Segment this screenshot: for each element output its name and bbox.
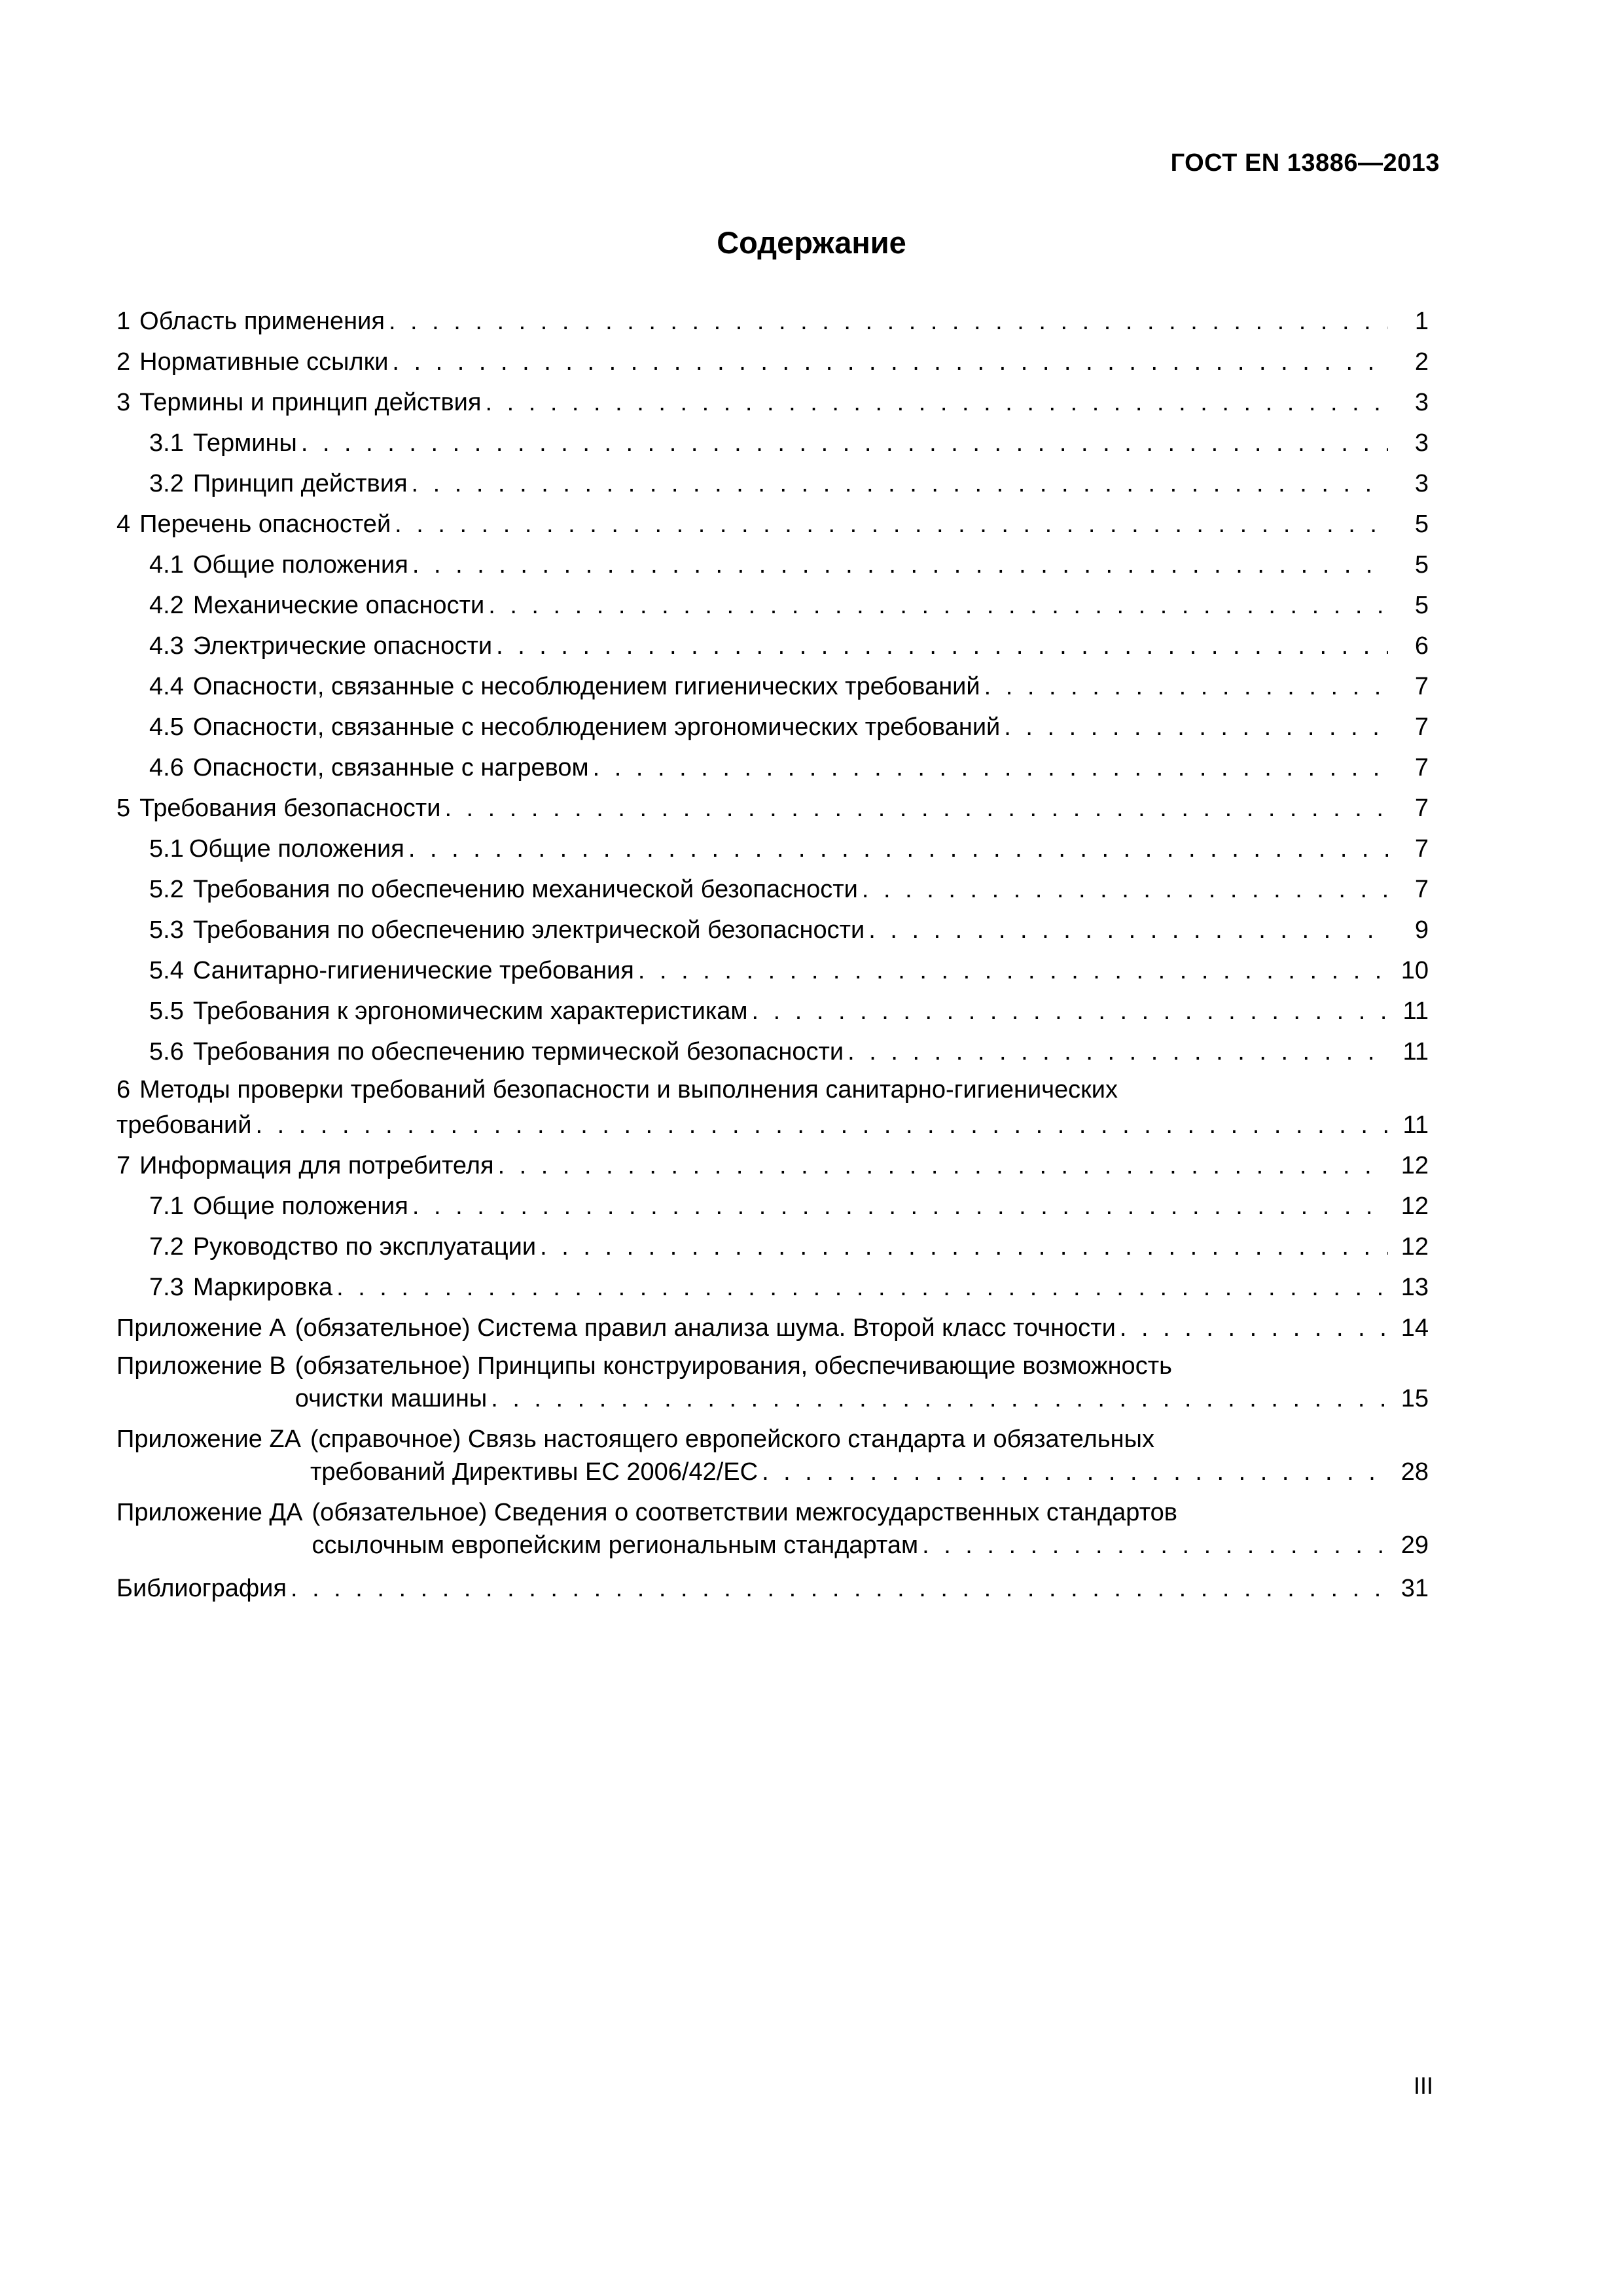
toc-entry-3[interactable] [116,377,1429,418]
toc-entry-title: Область применения [139,308,385,335]
appendix-label: Приложение ДА [116,1499,303,1526]
toc-entry-4-5[interactable] [116,702,1429,742]
toc-entry-5-3[interactable] [116,905,1429,945]
toc-entry-page: 15 [1400,1385,1429,1412]
toc-entry-page: 5 [1414,511,1429,538]
toc-entry-title: Требования по обеспечению механической безопасности [192,876,858,903]
toc-entry-page: 12 [1400,1233,1429,1261]
page-number: III [1413,2072,1433,2099]
dot-leader [638,956,1388,986]
dot-leader [389,306,1388,336]
toc-entry-5-5[interactable] [116,986,1429,1026]
toc-entry-number: 5.6 [149,1038,184,1066]
toc-entry-number: 3 [116,389,131,416]
toc-appendix-da[interactable] [116,1490,1429,1563]
toc-entry-number: 5.4 [149,957,184,984]
toc-entry-title: Руководство по эксплуатации [192,1233,537,1261]
toc-entry-title: Общие положения [192,551,408,579]
toc-entry-page: 2 [1414,348,1429,376]
toc-entry-title: Общие положения [188,835,404,863]
toc-entry-page: 12 [1400,1152,1429,1179]
toc-appendix-b[interactable] [116,1343,1429,1416]
toc-entry-page: 11 [1402,1111,1429,1139]
toc-entry-page: 7 [1414,754,1429,781]
toc-entry-5-6[interactable] [116,1026,1429,1067]
toc-entry-page: 3 [1414,470,1429,497]
toc-entry-page: 10 [1400,957,1429,984]
appendix-title-line2: ссылочным европейским региональным стандартам [312,1532,919,1559]
dot-leader [496,631,1388,661]
toc-entry-title: Опасности, связанные с нагревом [192,754,589,781]
toc-entry-number: 4.2 [149,592,184,619]
toc-entry-number: 5 [116,795,131,822]
toc-entry-number: 3.1 [149,429,184,457]
appendix-label: Приложение В [116,1352,286,1380]
toc-entry-number: 1 [116,308,131,335]
toc-entry-number: 2 [116,348,131,376]
toc-entry-5[interactable] [116,783,1429,823]
dot-leader [540,1232,1388,1262]
toc-bibliography[interactable] [116,1563,1429,1604]
toc-entry-4-3[interactable] [116,620,1429,661]
toc-title: Содержание [717,225,906,260]
toc-entry-7[interactable] [116,1140,1429,1181]
toc-entry-page: 11 [1402,1038,1429,1066]
dot-leader [444,793,1388,823]
toc-entry-page: 3 [1414,429,1429,457]
toc-entry-number: 7 [116,1152,131,1179]
dot-leader [1004,712,1388,742]
toc-entry-title: Требования по обеспечению термической безопасности [192,1038,844,1066]
toc-entry-page: 7 [1414,795,1429,822]
toc-entry-page: 7 [1414,673,1429,700]
dot-leader [922,1530,1388,1560]
toc-entry-page: 1 [1414,308,1429,335]
toc-entry-4[interactable] [116,499,1429,539]
toc-entry-title: Требования к эргономическим характеристикам [192,997,748,1025]
dot-leader [336,1272,1388,1302]
toc-entry-title: Принцип действия [192,470,408,497]
appendix-title-line2: требований Директивы ЕС 2006/42/ЕС [310,1458,758,1486]
toc-entry-5-1[interactable] [116,823,1429,864]
dot-leader [412,469,1388,499]
dot-leader [984,672,1388,702]
appendix-title-line1: (обязательное) Принципы конструирования, обеспечивающие возможность [294,1352,1172,1380]
dot-leader [412,1191,1388,1221]
toc-entry-page: 5 [1414,592,1429,619]
toc-entry-number: 7.3 [149,1274,184,1301]
toc-entry-4-2[interactable] [116,580,1429,620]
toc-entry-title: Маркировка [192,1274,333,1301]
toc-entry-number: 5.2 [149,876,184,903]
dot-leader [392,347,1388,377]
toc-entry-title-line2: требований [116,1111,252,1139]
toc-entry-3-2[interactable] [116,458,1429,499]
dot-leader [847,1037,1388,1067]
toc-entry-page: 11 [1402,997,1429,1025]
toc-entry-4-1[interactable] [116,539,1429,580]
toc-entry-title: Термины [192,429,297,457]
toc-entry-title: Термины и принцип действия [139,389,482,416]
appendix-title-line1: (обязательное) Сведения о соответствии межгосударственных стандартов [312,1499,1177,1526]
toc-entry-page: 7 [1414,835,1429,863]
toc-entry-number: 7.1 [149,1193,184,1220]
appendix-label: Приложение А [116,1314,286,1342]
dot-leader [395,509,1388,539]
dot-leader [291,1573,1388,1604]
dot-leader [762,1457,1388,1487]
toc-entry-title: Механические опасности [192,592,485,619]
dot-leader [408,834,1388,864]
toc-entry-number: 4 [116,511,131,538]
toc-entry-page: 28 [1400,1458,1429,1486]
toc-entry-3-1[interactable] [116,418,1429,458]
table-of-contents [116,296,1429,1604]
toc-entry-number: 7.2 [149,1233,184,1261]
toc-entry-title: Электрические опасности [192,632,493,660]
toc-entry-page: 7 [1414,876,1429,903]
dot-leader [868,915,1388,945]
dot-leader [752,996,1388,1026]
dot-leader [255,1110,1388,1140]
toc-entry-page: 13 [1400,1274,1429,1301]
toc-entry-number: 4.3 [149,632,184,660]
toc-entry-title-line1: Методы проверки требований безопасности и выполнения санитарно-гигиенических [139,1076,1118,1103]
toc-entry-page: 7 [1414,713,1429,741]
toc-entry-7-1[interactable] [116,1181,1429,1221]
document-code: ГОСТ EN 13886—2013 [1170,149,1440,177]
toc-entry-title: Требования по обеспечению электрической безопасности [192,916,865,944]
toc-entry-page: 12 [1400,1193,1429,1220]
dot-leader [485,387,1388,418]
toc-entry-number: 3.2 [149,470,184,497]
dot-leader [498,1151,1388,1181]
toc-entry-title: Информация для потребителя [139,1152,494,1179]
toc-entry-title: Санитарно-гигиенические требования [192,957,634,984]
toc-entry-7-3[interactable] [116,1262,1429,1302]
toc-entry-6[interactable] [116,1067,1429,1140]
toc-entry-number: 4.5 [149,713,184,741]
toc-entry-number: 5.3 [149,916,184,944]
toc-appendix-a[interactable] [116,1302,1429,1343]
toc-entry-title: Требования безопасности [139,795,441,822]
toc-entry-number: 5.1 [149,835,184,863]
appendix-label: Приложение ZA [116,1426,301,1453]
toc-entry-2[interactable] [116,336,1429,377]
toc-entry-page: 31 [1400,1575,1429,1602]
toc-entry-5-2[interactable] [116,864,1429,905]
bibliography-title: Библиография [116,1575,287,1602]
dot-leader [301,428,1388,458]
toc-entry-4-6[interactable] [116,742,1429,783]
appendix-title: (обязательное) Система правил анализа шума. Второй класс точности [294,1314,1116,1342]
toc-appendix-za[interactable] [116,1416,1429,1490]
toc-entry-number: 5.5 [149,997,184,1025]
dot-leader [862,874,1388,905]
toc-entry-7-2[interactable] [116,1221,1429,1262]
toc-entry-title: Опасности, связанные с несоблюдением эргономических требований [192,713,1001,741]
appendix-title-line2: очистки машины [294,1385,488,1412]
toc-entry-number: 4.4 [149,673,184,700]
toc-entry-page: 9 [1414,916,1429,944]
toc-entry-number: 6 [116,1076,131,1103]
toc-entry-1[interactable] [116,296,1429,336]
toc-entry-page: 3 [1414,389,1429,416]
toc-entry-number: 4.1 [149,551,184,579]
toc-entry-page: 14 [1400,1314,1429,1342]
toc-entry-number: 4.6 [149,754,184,781]
toc-entry-title: Нормативные ссылки [139,348,389,376]
toc-entry-4-4[interactable] [116,661,1429,702]
appendix-title-line1: (справочное) Связь настоящего европейского стандарта и обязательных [310,1426,1154,1453]
dot-leader [1120,1313,1388,1343]
dot-leader [593,753,1388,783]
toc-entry-title: Опасности, связанные с несоблюдением гигиенических требований [192,673,980,700]
toc-entry-5-4[interactable] [116,945,1429,986]
toc-entry-title: Перечень опасностей [139,511,391,538]
dot-leader [491,1384,1388,1414]
dot-leader [412,550,1388,580]
toc-entry-page: 29 [1400,1532,1429,1559]
dot-leader [488,590,1388,620]
toc-entry-page: 5 [1414,551,1429,579]
toc-entry-page: 6 [1414,632,1429,660]
toc-entry-title: Общие положения [192,1193,408,1220]
